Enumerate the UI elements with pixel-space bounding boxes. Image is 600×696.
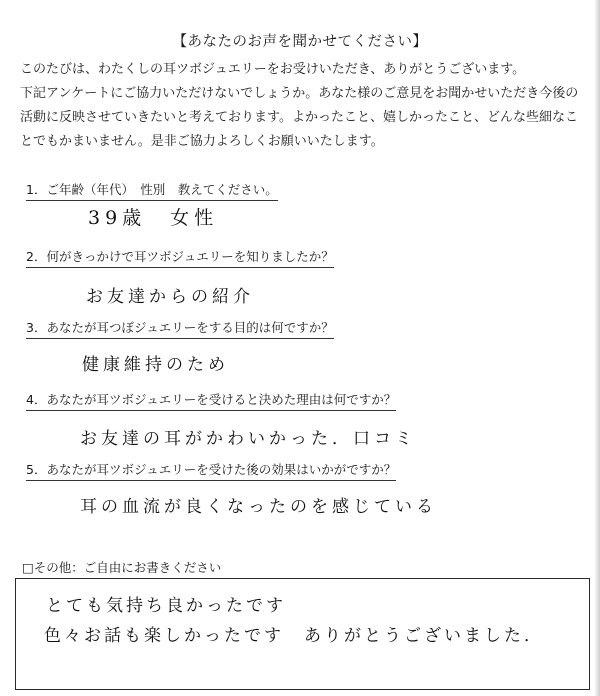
intro-line: 活動に反映させていきたいと考えております。よかったこと、嬉しかったこと、どんな些細なこ [20, 110, 578, 125]
question-2: 2．何がきっかけで耳ツボジュエリーを知りましたか？ [26, 247, 334, 268]
answer-4: お友達の耳がかわいかった．口コミ [80, 429, 416, 449]
page-title: 【あなたのお声を聞かせてください】 [172, 34, 428, 50]
intro-line: とでもかまいません。是非ご協力よろしくお願いいたします。 [20, 134, 384, 149]
scan-edge-shadow [594, 0, 600, 696]
answer-1: 39歳 女性 [88, 207, 219, 229]
answer-2: お友達からの紹介 [86, 287, 254, 307]
comment-line: とても気持ち良かったです [46, 596, 286, 616]
question-3: 3．あなたが耳つぼジュエリーをする目的は何ですか？ [26, 318, 334, 339]
question-1: 1．ご年齢（年代） 性別 教えてください。 [26, 180, 278, 201]
other-comments-label: □その他：ご自由にお書きください [22, 560, 222, 575]
question-5: 5．あなたが耳ツボジュエリーを受けた後の効果はいかがですか？ [26, 460, 396, 481]
answer-3: 健康維持のため [82, 355, 229, 375]
intro-paragraph [20, 58, 585, 154]
free-comment-box [15, 578, 590, 690]
intro-line: このたびは、わたくしの耳ツボジュエリーをお受けいただき、ありがとうございます。 [20, 62, 526, 77]
intro-line: 下記アンケートにご協力いただけないでしょうか。あなた様のご意見をお聞かせいただき今後の [20, 86, 579, 101]
answer-5: 耳の血流が良くなったのを感じている [80, 497, 437, 517]
question-4: 4．あなたが耳ツボジュエリーを受けると決めた理由は何ですか？ [26, 390, 396, 411]
comment-line: 色々お話も楽しかったです ありがとうございました． [44, 626, 544, 646]
